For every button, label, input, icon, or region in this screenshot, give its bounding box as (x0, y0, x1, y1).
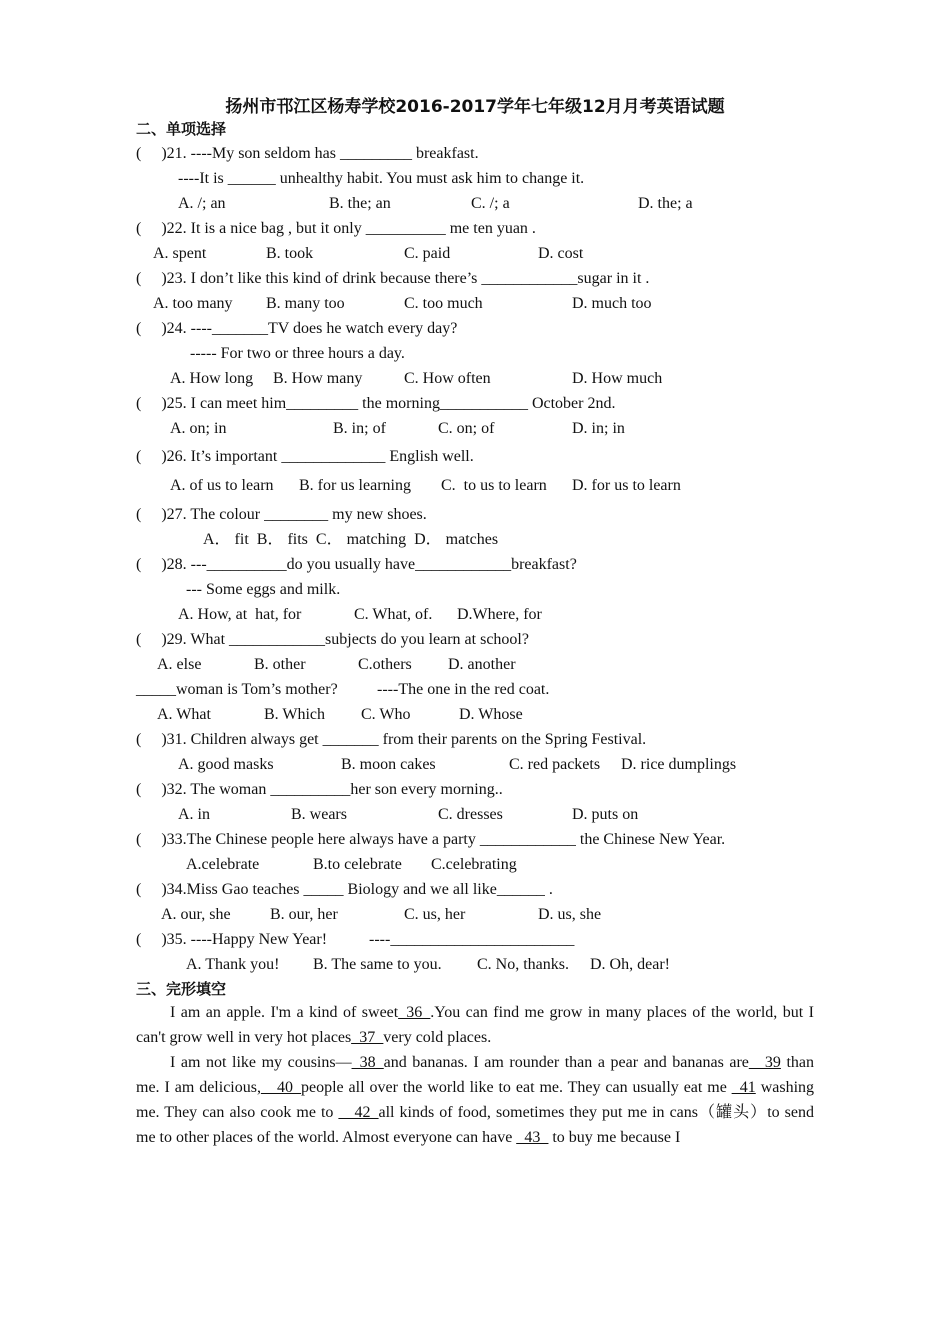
cloze-blank-38: _38_ (351, 1054, 384, 1071)
option-d: D. cost (538, 245, 584, 262)
cloze-blank-42: __42_ (338, 1104, 379, 1121)
options-line: A． fit B． fits C． matching D． matches (203, 531, 499, 548)
cloze-paragraph-1 (136, 1000, 814, 1050)
option-c: C.others (358, 656, 412, 673)
cloze-text: all kinds of food, sometimes they put me in cans（罐头）to send me to other places of the world. Almost everyone can have (136, 1104, 815, 1146)
option-b: B. How many (273, 370, 363, 387)
question-32: ( )32. The woman __________her son every morning.. (136, 781, 503, 798)
option-a: A. spent (153, 245, 207, 262)
cloze-blank-40: __40_ (260, 1079, 301, 1096)
option-d: D. puts on (572, 806, 639, 823)
question-21-line2: ----It is ______ unhealthy habit. You must ask him to change it. (178, 170, 585, 187)
option-a: A. Thank you! (186, 956, 280, 973)
page-title: 扬州市邗江区杨寿学校2016-2017学年七年级12月月考英语试题 (225, 97, 725, 117)
option-b: B. the; an (329, 195, 391, 212)
option-d: D. for us to learn (572, 477, 681, 494)
option-b: B.to celebrate (313, 856, 402, 873)
question-23: ( )23. I don’t like this kind of drink because there’s ____________sugar in it . (136, 270, 650, 287)
question-35: ( )35. ----Happy New Year! (136, 931, 328, 948)
option-c: C. dresses (438, 806, 503, 823)
option-b: B. The same to you. (313, 956, 442, 973)
cloze-text: than me. I am delicious, (136, 1054, 815, 1096)
question-30-reply: ----The one in the red coat. (377, 681, 550, 698)
option-c: C. too much (404, 295, 483, 312)
section-heading-cloze: 三、完形填空 (136, 980, 227, 998)
option-b: B. Which (264, 706, 326, 723)
cloze-blank-43: _43_ (516, 1129, 549, 1146)
option-a: A.celebrate (186, 856, 260, 873)
option-c: C. /; a (471, 195, 510, 212)
option-a: A. /; an (178, 195, 226, 212)
option-c: C. red packets (509, 756, 601, 773)
option-a: A. in (178, 806, 210, 823)
question-28: ( )28. ---__________do you usually have____________breakfast? (136, 556, 577, 573)
option-b: B. wears (291, 806, 347, 823)
cloze-blank-41: _41 (731, 1079, 756, 1096)
option-d: D. another (448, 656, 516, 673)
question-27: ( )27. The colour ________ my new shoes. (136, 506, 427, 523)
cloze-blank-36: _36_ (398, 1004, 431, 1021)
question-24: ( )24. ----_______TV does he watch every day? (136, 320, 458, 337)
option-c: C. Who (361, 706, 411, 723)
question-30: _____woman is Tom’s mother? (136, 681, 338, 698)
question-33: ( )33.The Chinese people here always have a party ____________ the Chinese New Year. (136, 831, 726, 848)
option-d: D. Whose (459, 706, 523, 723)
cloze-text: washing me. They can also cook me to (136, 1079, 815, 1121)
option-d: D. Oh, dear! (590, 956, 670, 973)
option-d: D. rice dumplings (621, 756, 737, 773)
option-a: A. else (157, 656, 202, 673)
cloze-blank-37: _37_ (351, 1029, 384, 1046)
option-d: D. in; in (572, 420, 625, 437)
section-heading-single-choice: 二、单项选择 (136, 120, 227, 138)
cloze-text: and bananas. I am rounder than a pear and bananas are (383, 1054, 749, 1071)
cloze-paragraph-2 (136, 1050, 814, 1150)
option-a: A. too many (153, 295, 233, 312)
option-a: A. our, she (161, 906, 231, 923)
question-25: ( )25. I can meet him_________ the morning___________ October 2nd. (136, 395, 616, 412)
option-c: C. paid (404, 245, 451, 262)
option-d: D. much too (572, 295, 652, 312)
question-21: ( )21. ----My son seldom has _________ breakfast. (136, 145, 479, 162)
option-a: A. How, at hat, for (178, 606, 302, 623)
cloze-text: very cold places. (383, 1029, 492, 1046)
option-d: D. us, she (538, 906, 602, 923)
option-a: A. good masks (178, 756, 274, 773)
option-d: D. How much (572, 370, 663, 387)
option-c: C. How often (404, 370, 491, 387)
option-a: A. What (157, 706, 211, 723)
option-b: B. our, her (270, 906, 338, 923)
option-a: A. on; in (170, 420, 227, 437)
option-c: C.celebrating (431, 856, 517, 873)
option-b: B. in; of (333, 420, 386, 437)
option-c: C. No, thanks. (477, 956, 569, 973)
cloze-text: I am not like my cousins— (170, 1054, 352, 1071)
option-a: A. of us to learn (170, 477, 274, 494)
option-c: C. on; of (438, 420, 495, 437)
cloze-text: to buy me because I (548, 1129, 681, 1146)
question-34: ( )34.Miss Gao teaches _____ Biology and we all like______ . (136, 881, 553, 898)
option-c: C. us, her (404, 906, 466, 923)
cloze-blank-39: __39 (748, 1054, 781, 1071)
question-29: ( )29. What ____________subjects do you learn at school? (136, 631, 529, 648)
option-b: B. many too (266, 295, 345, 312)
option-b: B. for us learning (299, 477, 411, 494)
question-26: ( )26. It’s important _____________ English well. (136, 448, 474, 465)
option-c: C. What, of. (354, 606, 433, 623)
cloze-text: I am an apple. I'm a kind of sweet (170, 1004, 399, 1021)
option-c: C. to us to learn (441, 477, 547, 494)
option-b: B. moon cakes (341, 756, 436, 773)
option-d: D.Where, for (457, 606, 542, 623)
cloze-text: .You can find me grow in many places of the world, but I can't grow well in very hot places (136, 1004, 814, 1046)
option-b: B. took (266, 245, 314, 262)
question-31: ( )31. Children always get _______ from their parents on the Spring Festival. (136, 731, 647, 748)
option-b: B. other (254, 656, 306, 673)
question-24-line2: ----- For two or three hours a day. (190, 345, 405, 362)
option-a: A. How long (170, 370, 254, 387)
question-28-line2: --- Some eggs and milk. (186, 581, 341, 598)
question-35-reply: ----_______________________ (369, 931, 575, 948)
question-22: ( )22. It is a nice bag , but it only __________ me ten yuan . (136, 220, 536, 237)
cloze-text: people all over the world like to eat me. They can usually eat me (300, 1079, 732, 1096)
option-d: D. the; a (638, 195, 693, 212)
